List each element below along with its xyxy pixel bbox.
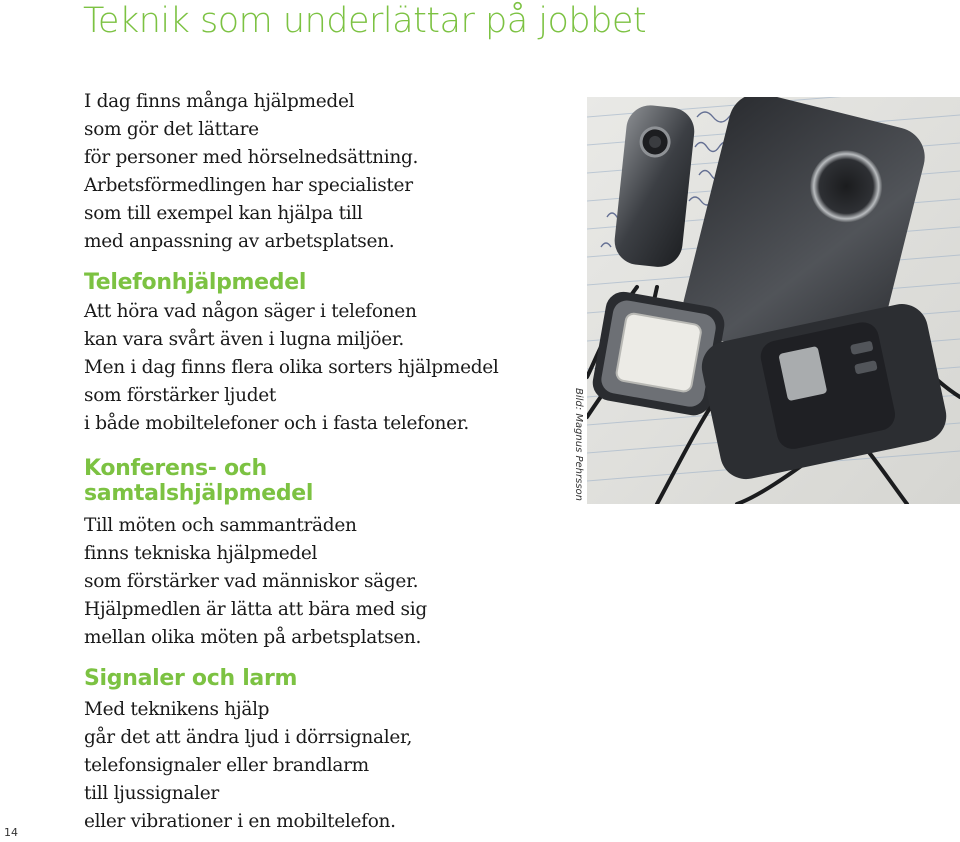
section-paragraph-telefonhjalpmedel xyxy=(84,298,564,438)
photo-credit: Bild: Magnus Pehrsson xyxy=(573,388,584,501)
page-title: Teknik som underlättar på jobbet xyxy=(83,1,647,41)
text-line: Arbetsförmedlingen har specialister xyxy=(84,175,413,196)
text-line: till ljussignaler xyxy=(84,783,219,804)
heading-line: samtalshjälpmedel xyxy=(84,481,314,506)
text-line: i både mobiltelefoner och i fasta telefoner. xyxy=(84,413,469,434)
text-line: kan vara svårt även i lugna miljöer. xyxy=(84,329,405,350)
text-line: som till exempel kan hjälpa till xyxy=(84,203,363,224)
text-line: eller vibrationer i en mobiltelefon. xyxy=(84,811,396,832)
text-line: som förstärker vad människor säger. xyxy=(84,571,419,592)
intro-paragraph xyxy=(84,88,564,256)
section-paragraph-konferens xyxy=(84,512,564,652)
section-heading-telefonhjalpmedel xyxy=(84,272,564,294)
section-paragraph-signaler xyxy=(84,696,564,836)
text-line: Men i dag finns flera olika sorters hjälpmedel xyxy=(84,357,499,378)
text-line: går det att ändra ljud i dörrsignaler, xyxy=(84,727,413,748)
text-line: för personer med hörselnedsättning. xyxy=(84,147,419,168)
heading-line: Telefonhjälpmedel xyxy=(84,270,307,295)
page-number: 14 xyxy=(4,826,18,839)
hearing-devices-photo xyxy=(587,97,960,504)
article-body xyxy=(84,88,564,836)
text-line: med anpassning av arbetsplatsen. xyxy=(84,231,395,252)
section-heading-signaler xyxy=(84,668,564,690)
text-line: Till möten och sammanträden xyxy=(84,515,357,536)
heading-line: Konferens- och xyxy=(84,456,267,481)
text-line: I dag finns många hjälpmedel xyxy=(84,91,355,112)
text-line: telefonsignaler eller brandlarm xyxy=(84,755,369,776)
section-heading-konferens xyxy=(84,456,564,506)
text-line: Att höra vad någon säger i telefonen xyxy=(84,301,417,322)
text-line: finns tekniska hjälpmedel xyxy=(84,543,318,564)
text-line: som förstärker ljudet xyxy=(84,385,277,406)
text-line: mellan olika möten på arbetsplatsen. xyxy=(84,627,422,648)
heading-line: Signaler och larm xyxy=(84,666,298,691)
text-line: Med teknikens hjälp xyxy=(84,699,270,720)
text-line: som gör det lättare xyxy=(84,119,259,140)
text-line: Hjälpmedlen är lätta att bära med sig xyxy=(84,599,427,620)
